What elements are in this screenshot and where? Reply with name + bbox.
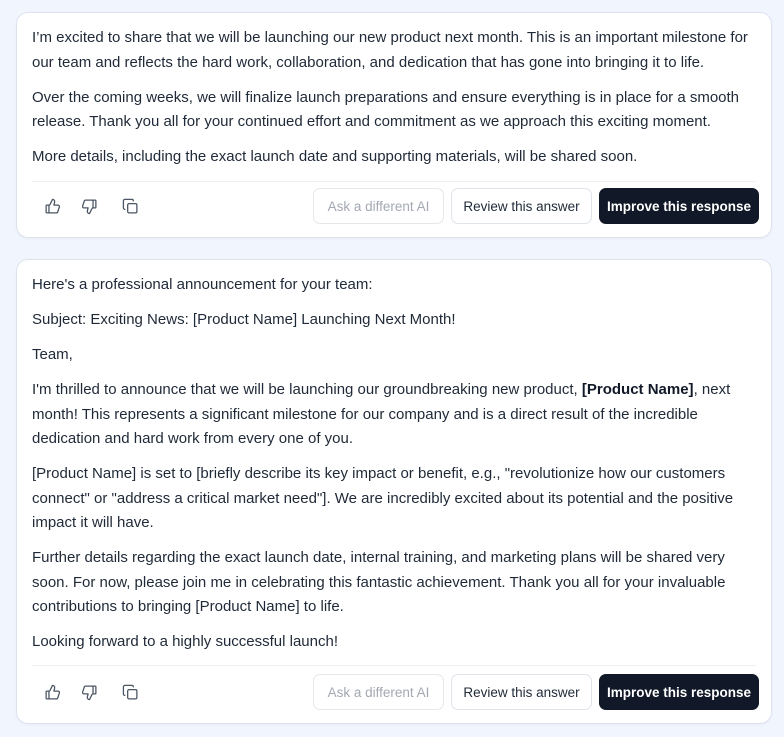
thumbs-down-icon[interactable] (76, 193, 102, 219)
thumbs-down-icon[interactable] (76, 679, 102, 705)
ask-different-ai-button[interactable]: Ask a different AI (313, 674, 444, 710)
paragraph-text: , next month! This represents a significant milestone for our company and is a direct result of the incredible dedication and hard work from every one of you. (32, 381, 731, 447)
response-paragraph: Looking forward to a highly successful launch! (32, 633, 339, 650)
copy-icon[interactable] (117, 679, 143, 705)
paragraph-text: I'm thrilled to announce that we will be launching our groundbreaking new product, (32, 381, 582, 398)
response-paragraph: I’m excited to share that we will be launching our new product next month. This is an important milestone for our team and reflects the hard work, collaboration, and dedication that has gone into bringing it to life. (32, 29, 748, 71)
improve-response-button[interactable]: Improve this response (599, 674, 759, 710)
improve-response-button[interactable]: Improve this response (599, 188, 759, 224)
response-card-2 (16, 259, 772, 724)
response-paragraph: Over the coming weeks, we will finalize launch preparations and ensure everything is in place for a smooth release. Thank you all for your continued effort and commitment as we approach this exciting moment. (32, 88, 740, 130)
copy-icon[interactable] (117, 193, 143, 219)
response-actions-1 (17, 188, 771, 224)
response-paragraph: Further details regarding the exact launch date, internal training, and marketing plans will be shared very soon. For now, please join me in celebrating this fantastic achievement. Thank you all for your invaluable contributions to bringing [Product Name] to life. (32, 549, 726, 615)
review-answer-button[interactable]: Review this answer (451, 674, 592, 710)
response-actions-2 (17, 674, 771, 710)
product-name-bold: [Product Name] (581, 381, 694, 398)
thumbs-up-icon[interactable] (39, 193, 65, 219)
response-paragraph: Here's a professional announcement for your team: (32, 276, 373, 293)
response-paragraph (32, 378, 756, 452)
response-paragraph: More details, including the exact launch date and supporting materials, will be shared soon. (32, 148, 638, 165)
thumbs-up-icon[interactable] (39, 679, 65, 705)
divider (32, 181, 756, 182)
response-paragraph: Subject: Exciting News: [Product Name] Launching Next Month! (32, 311, 456, 328)
review-answer-button[interactable]: Review this answer (451, 188, 592, 224)
response-text-2 (32, 273, 756, 665)
response-paragraph: Team, (32, 346, 73, 363)
response-text-1 (32, 26, 756, 180)
divider (32, 665, 756, 666)
response-paragraph: [Product Name] is set to [briefly describe its key impact or benefit, e.g., "revolutionize how our customers connect" or "address a critical market need"]. We are incredibly excited about its potential and the positive impact it will have. (32, 465, 734, 531)
response-card-1 (16, 12, 772, 238)
ask-different-ai-button[interactable]: Ask a different AI (313, 188, 444, 224)
